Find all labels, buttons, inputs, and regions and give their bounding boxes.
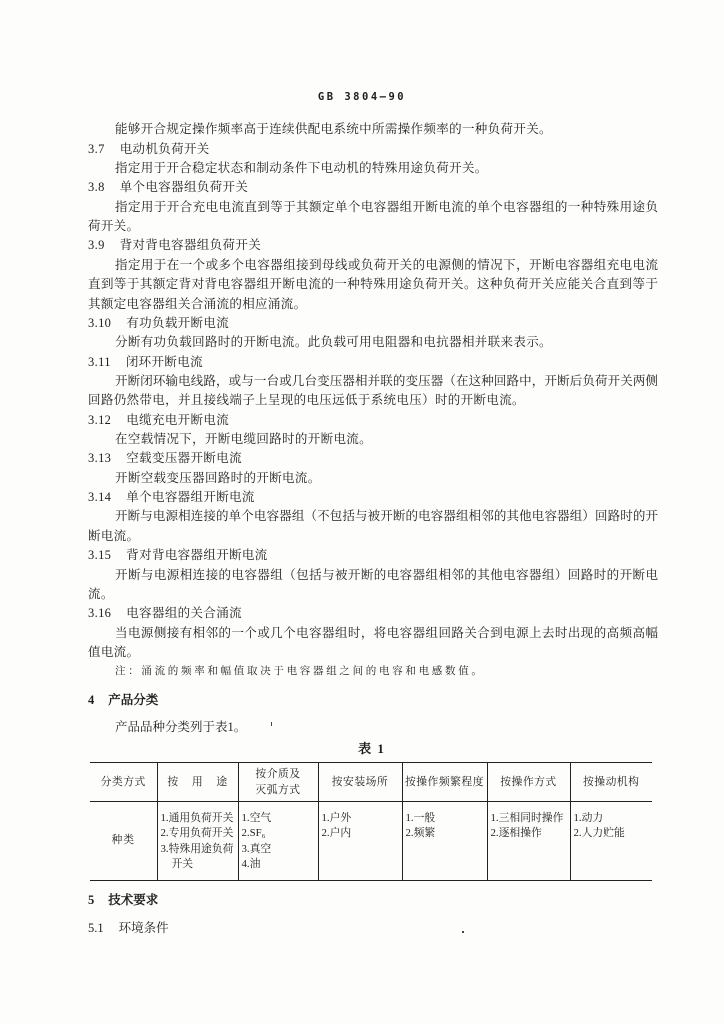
clause-body-line: 指定用于开合稳定状态和制动条件下电动机的特殊用途负荷开关。 [115,161,488,176]
scan-speck [462,931,464,933]
clause-title: 电缆充电开断电流 [126,412,230,427]
clause-body-line: 断电流。 [88,528,140,543]
product-classification-table [90,762,652,881]
list-item: 1.一般 [405,812,436,824]
table-header-cell: 按操动机构 [570,763,652,802]
clause-number: 3.8 [88,180,105,195]
table-header-cell: 按操作方式 [487,763,570,802]
list-item: 2.SF₆ [241,827,266,840]
clause-body-line: 开断与电源相连接的电容器组（包括与被开断的电容器组相邻的其他电容器组）回路时的开断电 [115,567,658,582]
list-item: 1.三相同时操作 [490,812,564,824]
clause-title: 背对背电容器组负荷开关 [119,238,262,253]
list-item: 1.通用负荷开关 [160,812,234,824]
clause-body-line: 指定用于在一个或多个电容器组接到母线或负荷开关的电源侧的情况下，开断电容器组充电电流 [115,257,658,272]
clause-heading [88,449,658,468]
table-row [90,802,652,881]
clause-number: 3.16 [88,606,112,621]
section-heading [88,690,158,710]
clause-body-line: 直到等于其额定背对背电容器组开断电流的一种特殊用途负荷开关。这种负荷开关应能关合直到等于 [88,277,658,292]
scan-speck [271,722,272,726]
clause-title: 单个电容器组负荷开关 [119,180,249,195]
table-cell [318,802,402,881]
section-number: 4 [88,693,95,707]
clause-title: 背对背电容器组开断电流 [126,548,268,563]
list-item: 1.动力 [573,812,604,824]
table-cell [570,802,652,881]
subsection-number: 5.1 [88,921,104,935]
clause-body-line: 荷开关。 [88,219,140,234]
row-label: 种类 [90,802,157,881]
list-item: 3.特殊用途负荷开关 [160,842,234,870]
table-cell [157,802,238,881]
clause-number: 3.7 [88,141,105,156]
running-head: GB 3804—90 [317,91,407,103]
list-item: 2.频繁 [405,827,436,840]
clause-body-line: 开断空载变压器回路时的开断电流。 [115,470,321,485]
clause-number: 3.12 [88,412,112,427]
list-item: 1.户外 [321,812,352,824]
list-item: 1.空气 [241,812,272,824]
clause-body-line: 流。 [88,586,114,601]
table-header-cell: 按 用 途 [157,763,238,802]
list-item: 2.人力贮能 [573,827,625,840]
clause-heading [88,140,658,159]
clause-number: 3.10 [88,315,112,330]
list-item: 4.油 [241,857,261,870]
clause-body-line: 开断闭环输电线路，或与一台或几台变压器相并联的变压器（在这种回路中，开断后负荷开关两侧 [115,373,658,388]
clause-body-line: 在空载情况下，开断电缆回路时的开断电流。 [115,432,373,447]
clause-note: 注：涌流的频率和幅值取决于电容器组之间的电容和电感数值。 [115,666,485,678]
clause-heading [88,604,658,623]
table-header-row [90,763,652,802]
table-header-cell: 分类方式 [90,763,157,802]
clause-heading [88,546,658,565]
clause-heading [88,353,658,372]
clause-body-line: 值电流。 [88,645,140,659]
table-cell [487,802,570,881]
clause-number: 3.15 [88,548,112,563]
table-caption: 表 1 [358,741,384,756]
clause-title: 空载变压器开断电流 [126,451,242,466]
clause-body-line: 回路仍然带电，并且接线端子上呈现的电压远低于系统电压）时的开断电流。 [88,393,525,408]
clause-number: 3.9 [88,238,105,253]
section-title: 产品分类 [108,693,159,707]
table-header-cell: 按安装场所 [318,763,402,802]
clause-number: 3.11 [88,354,111,369]
table-header-cell: 按操作频繁程度 [402,763,487,802]
table-cell [402,802,487,881]
clause-title: 闭环开断电流 [125,354,203,369]
clause-body-line: 开断与电源相连接的单个电容器组（不包括与被开断的电容器组相邻的其他电容器组）回路时的开 [115,509,658,524]
clause-heading [88,314,658,333]
clause-body-line: 其额定电容器组关合涌流的相应涌流。 [88,296,307,311]
clause-heading [88,236,658,255]
subsection-title: 环境条件 [118,921,169,935]
clause-number: 3.14 [88,490,112,505]
clause-body-line: 分断有功负载回路时的开断电流。此负载可用电阻器和电抗器相并联来表示。 [115,335,552,350]
section-text: 产品品种分类列于表1。 [115,720,247,734]
clause-heading [88,178,658,197]
continuation-line: 能够开合规定操作频率高于连续供配电系统中所需操作频率的一种负荷开关。 [115,122,552,137]
clause-title: 有功负载开断电流 [126,315,230,330]
clause-body-line: 当电源侧接有相邻的一个或几个电容器组时，将电容器组回路关合到电源上去时出现的高频高幅 [115,625,658,640]
list-item: 2.逐相操作 [490,827,542,840]
section-title: 技术要求 [108,893,159,907]
clause-heading [88,488,658,507]
clause-number: 3.13 [88,451,112,466]
clause-heading [88,411,658,430]
section-number: 5 [88,893,95,907]
section-heading [88,890,158,910]
list-item: 3.真空 [241,842,272,855]
table-header-cell: 按介质及 灭弧方式 [238,763,318,802]
definitions-block [88,120,658,681]
clause-body-line: 指定用于开合充电电流直到等于其额定单个电容器组开断电流的单个电容器组的一种特殊用途负 [115,199,658,214]
list-item: 2.户内 [321,827,352,840]
list-item: 2.专用负荷开关 [160,827,234,840]
table-cell [238,802,318,881]
clause-title: 电容器组的关合涌流 [126,606,242,621]
subsection-heading [88,918,169,938]
clause-title: 电动机负荷开关 [119,141,210,156]
clause-title: 单个电容器组开断电流 [126,490,255,505]
